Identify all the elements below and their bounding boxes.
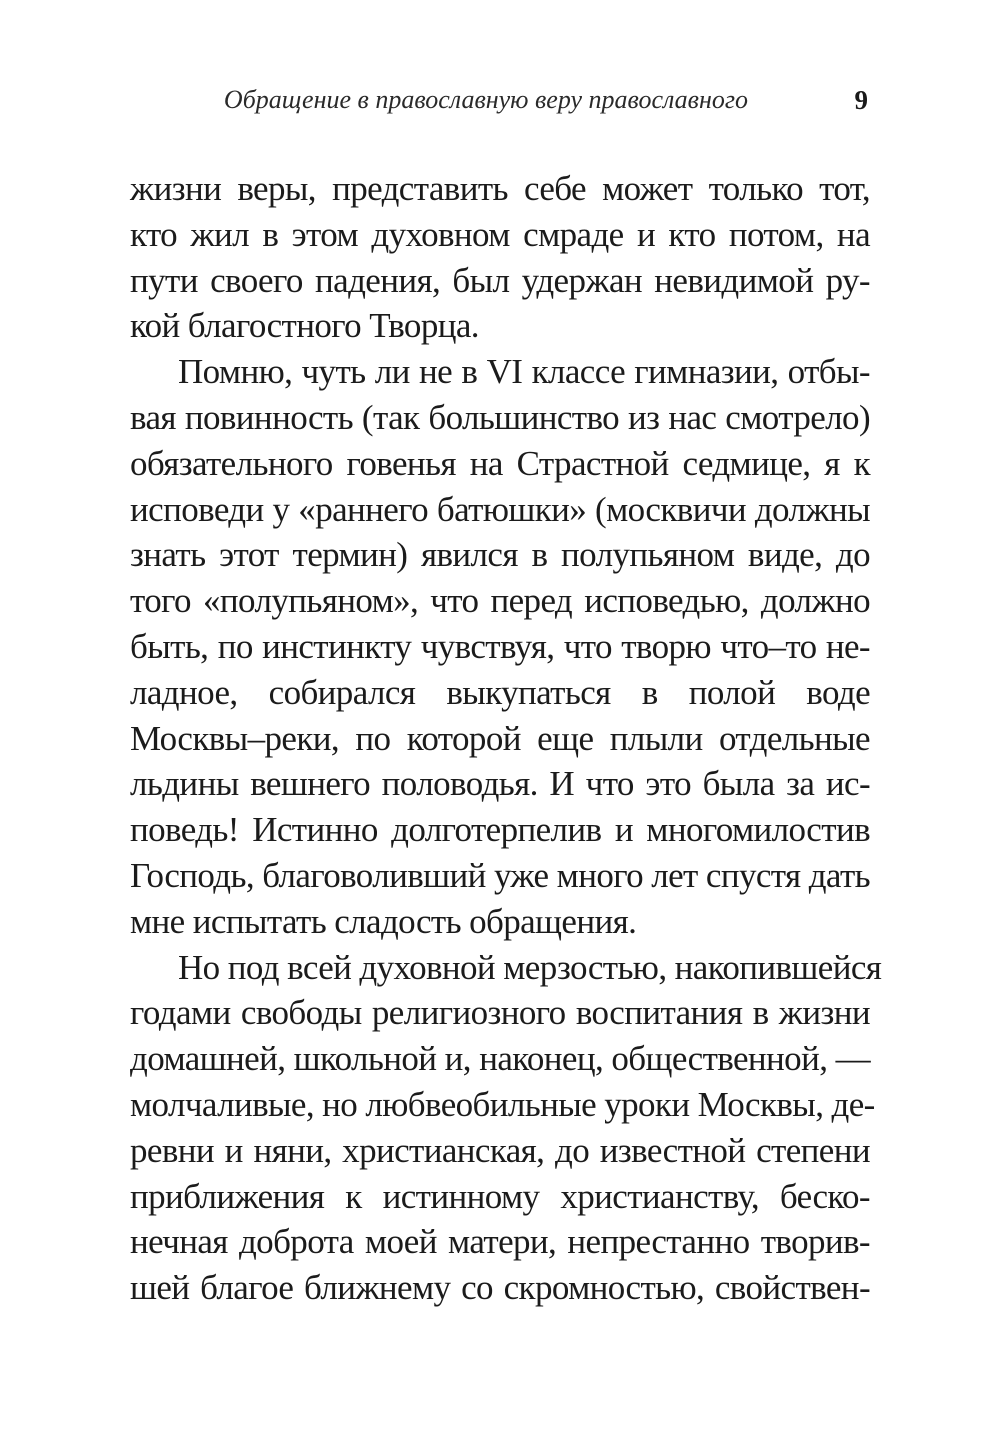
- text-line: Но под всей духовной мерзостью, накопившейся: [178, 947, 882, 987]
- text-line: знать этот термин) явился в полупьяном виде, до: [130, 535, 870, 575]
- text-line: исповеди у «раннего батюшки» (москвичи должны: [130, 489, 870, 529]
- text-line: поведь! Истинно долготерпелив и многомилостив: [130, 810, 870, 850]
- text-line: кой благостного Творца.: [130, 306, 479, 346]
- text-line: ревни и няни, христианская, до известной степени: [130, 1130, 870, 1170]
- text-line: шей благое ближнему со скромностью, свойствен-: [130, 1268, 870, 1308]
- text-line: мне испытать сладость обращения.: [130, 901, 637, 941]
- running-title: Обращение в православную веру православного: [223, 85, 748, 114]
- text-line: льдины вешнего половодья. И что это была за ис-: [130, 764, 870, 804]
- text-line: домашней, школьной и, наконец, общественной, —: [130, 1039, 870, 1079]
- body-text: [130, 166, 882, 1311]
- text-line: Господь, благоволивший уже много лет спустя дать: [130, 855, 870, 895]
- text-line: жизни веры, представить себе может только тот,: [130, 169, 870, 208]
- text-line: пути своего падения, был удержан невидимой ру-: [130, 260, 870, 300]
- text-line: годами свободы религиозного воспитания в жизни: [130, 993, 870, 1033]
- text-line: вая повинность (так большинство из нас смотрело): [130, 397, 870, 437]
- text-line: приближения к истинному христианству, беско-: [130, 1176, 870, 1216]
- running-head: [130, 80, 868, 120]
- text-line: того «полупьяном», что перед исповедью, должно: [130, 581, 870, 621]
- text-line: быть, по инстинкту чувствуя, что творю что–то не-: [130, 626, 870, 666]
- text-line: ладное, собирался выкупаться в полой воде: [130, 672, 870, 712]
- text-line: Помню, чуть ли не в VI классе гимназии, отбы-: [178, 352, 870, 392]
- page-number: 9: [854, 85, 868, 115]
- text-line: молчаливые, но любвеобильные уроки Москвы, де-: [130, 1084, 875, 1124]
- text-line: кто жил в этом духовном смраде и кто потом, на: [130, 214, 870, 254]
- text-line: Москвы–реки, по которой еще плыли отдельные: [130, 718, 870, 758]
- text-line: обязательного говенья на Страстной седмице, я к: [130, 443, 870, 483]
- text-line: нечная доброта моей матери, непрестанно творив-: [130, 1222, 870, 1262]
